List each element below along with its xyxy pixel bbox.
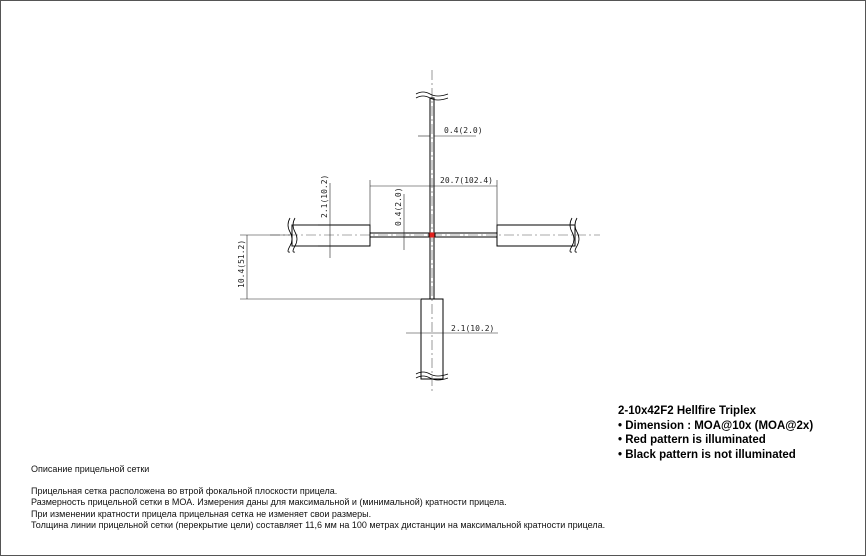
description-line: При изменении кратности прицела прицельная сетка не изменяет свои размеры.: [31, 508, 372, 519]
dim-vertical-gap-label: 10.4(51.2): [237, 239, 246, 288]
dim-horizontal-thickness-label: 0.4(2.0): [394, 187, 403, 226]
spec-item-red-pattern: • Red pattern is illuminated: [618, 434, 766, 446]
description-line: Прицельная сетка расположена во втрой фокальной плоскости прицела.: [31, 485, 338, 496]
dim-bar-span-label: 20.7(102.4): [440, 176, 493, 185]
spec-block: [618, 404, 813, 462]
spec-title: 2-10x42F2 Hellfire Triplex: [618, 405, 757, 417]
spec-item-dimension: • Dimension : MOA@10x (MOA@2x): [618, 419, 814, 432]
right-thick-post: [497, 225, 575, 246]
left-thick-post: [292, 225, 370, 246]
description-line: Размерность прицельной сетки в МОА. Измерения даны для максимальной и (минимальной) кратности прицела.: [31, 497, 507, 508]
spec-item-black-pattern: • Black pattern is not illuminated: [618, 448, 796, 461]
dim-left-post-height-label: 2.1(10.2): [320, 174, 329, 218]
dim-bottom-post-width-label: 2.1(10.2): [451, 324, 495, 333]
dim-post-thickness-label: 0.4(2.0): [444, 126, 483, 135]
description-block: [31, 464, 605, 532]
description-line: Толщина линии прицельной сетки (перекрытие цели) составляет 11,6 мм на 100 метрах дистанции на максимальной кратности прицела.: [31, 520, 606, 531]
illuminated-center-dot: [430, 233, 435, 238]
description-heading: Описание прицельной сетки: [31, 464, 150, 474]
